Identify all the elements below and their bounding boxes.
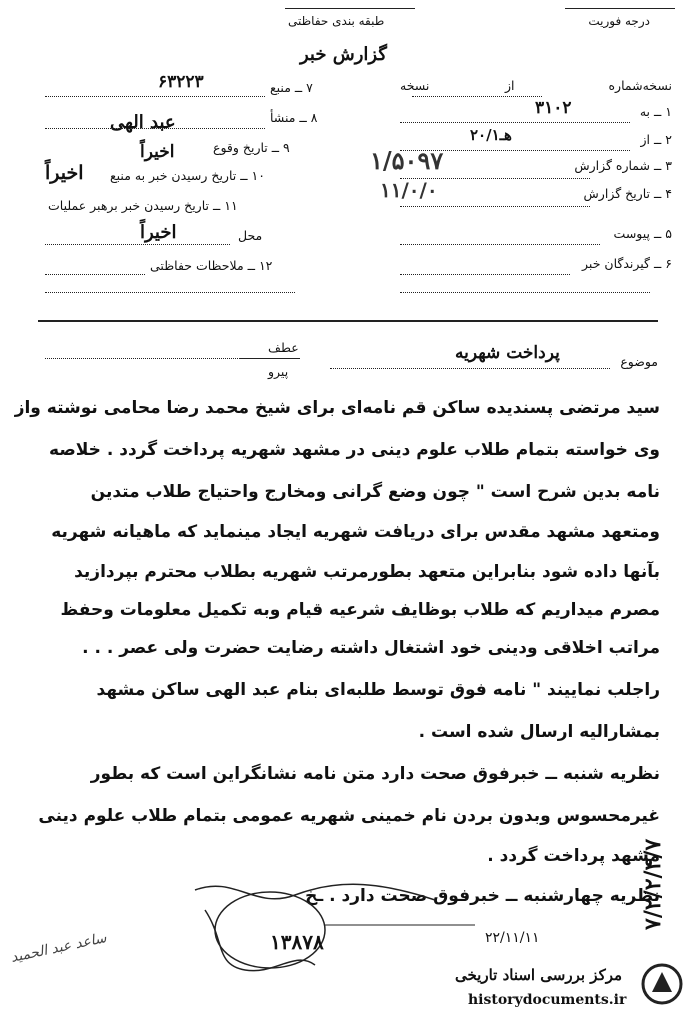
source-receipt-label: ۱۰ ــ تاريخ رسيدن خبر به منبع [110, 168, 265, 183]
place-line [45, 244, 230, 245]
security-notes-line-1 [45, 274, 145, 275]
body-line: مصرم ميداريم که طلاب بوظايف شرعيه قيام وبه تکميل معلومات وحفظ [60, 600, 660, 620]
recipients-label: ۶ ــ گيرندگان خبر [582, 256, 672, 271]
report-date-line [400, 206, 590, 207]
origin-value: عبد الهی [110, 112, 176, 133]
place-label: محل [238, 228, 263, 243]
from-value: ۲۰/۱هـ [470, 126, 512, 144]
margin-vertical-numbers: ۷/۲/۲/۴/۷ [640, 838, 666, 930]
copy-label: نسخه [400, 78, 430, 93]
security-notes-label: ۱۲ ــ ملاحظات حفاظتی [150, 258, 273, 273]
body-line: راجلب نماييند " نامه فوق توسط طلبه‌ای بنام عبد الهی ساکن مشهد [96, 680, 660, 700]
subject-label: موضوع [620, 354, 658, 369]
body-line: بآنها داده شود بنابراين متعهد بطورمرتب شهريه بطلاب محترم بپردازيد [74, 562, 660, 582]
subject-value: پرداخت شهريه [455, 343, 560, 363]
to-value: ۳۱۰۲ [535, 98, 572, 118]
report-number-label: ۳ ــ شماره گزارش [574, 158, 672, 173]
source-label: ۷ ــ منبع [270, 80, 313, 95]
security-notes-line-2 [45, 292, 295, 293]
classification-label: طبقه بندی حفاظتی [288, 14, 385, 28]
event-date-value: اخيراً [140, 142, 175, 162]
origin-label: ۸ ــ منشأ [270, 110, 318, 125]
body-line: غيرمحسوس وبدون بردن نام خمينی شهريه عمومی بتمام طلاب علوم دينی [38, 806, 660, 826]
report-number-value: ۱/۵۰۹۷ [370, 146, 444, 175]
archive-logo-icon [640, 962, 684, 1006]
source-value: ۶۳۲۲۳ [158, 72, 204, 92]
attachment-line [400, 244, 600, 245]
watermark-text: مركز بررسی اسناد تاريخی [455, 966, 623, 984]
atf-label: عطف [268, 340, 299, 355]
from-label: ۲ ــ از [640, 132, 672, 147]
report-date-value: ۱۱/۰/۰ [380, 178, 438, 202]
subject-line [330, 368, 610, 369]
body-line: وی خواسته بتمام طلاب علوم دينی در مشهد شهريه پرداخت گردد . خلاصه [49, 440, 660, 460]
watermark-url: historydocuments.ir [468, 992, 627, 1008]
source-line [45, 96, 265, 97]
priority-label: درجه فوريت [588, 14, 650, 28]
body-line: ومتعهد مشهد مقدس برای دريافت شهريه ايجاد مينمايد که ماهيانه شهريه [51, 522, 660, 542]
left-margin-scrawl: ساعد عبد الحميد [9, 930, 108, 966]
copy-number-label: نسخه‌شماره [608, 78, 672, 93]
body-line: مراتب اخلاقی ودينی خود اشتغال داشته رضايت حضرت ولی عصر . . . [82, 638, 660, 658]
page-title: گزارش خبر [300, 44, 387, 65]
body-line: نظريه چهارشنبه‌ ــ خبرفوق صحت دارد . ـخ [305, 886, 660, 906]
to-line [400, 122, 630, 123]
origin-line [45, 128, 265, 129]
classification-underline [285, 8, 415, 9]
event-date-label: ۹ ــ تاريخ وقوع [213, 140, 290, 155]
priority-underline [565, 8, 675, 9]
attachment-label: ۵ ــ پيوست [613, 226, 672, 241]
body-line: مشهد پرداخت گردد . [487, 846, 660, 866]
peyro-label: پيرو [268, 364, 289, 379]
signature-date-scrawl: ۲۲/۱۱/۱۱ [485, 930, 540, 946]
source-receipt-value: اخيراً [45, 162, 84, 184]
place-value: اخيراً [140, 222, 177, 243]
reference-divider [240, 358, 300, 359]
ops-receipt-label: ۱۱ ــ تاريخ رسيدن خبر برهبر عمليات [48, 198, 238, 213]
report-date-label: ۴ ــ تاريخ گزارش [583, 186, 672, 201]
signature-scribble [175, 870, 505, 980]
recipients-line-2 [400, 292, 650, 293]
to-label: ۱ ــ به [639, 104, 672, 119]
recipients-line-1 [400, 274, 570, 275]
body-line: بمشاراليه ارسال شده است . [418, 722, 660, 742]
body-line: سيد مرتضی پسنديده ساکن قم نامه‌ای برای شيخ محمد رضا محامی نوشته واز [14, 398, 660, 418]
stamp-number: ۱۳۸۷۸ [270, 930, 324, 954]
body-line: نامه بدين شرح است " چون وضع گرانی ومخارج واحتياج طلاب متدين [90, 482, 660, 502]
header-separator [38, 320, 658, 322]
copy-line [412, 96, 542, 97]
reference-line [45, 358, 240, 359]
copy-of-label: از [505, 78, 515, 93]
body-line: نظريه شنبه‌ ــ خبرفوق صحت دارد متن نامه نشانگراين است که بطور [90, 764, 660, 784]
